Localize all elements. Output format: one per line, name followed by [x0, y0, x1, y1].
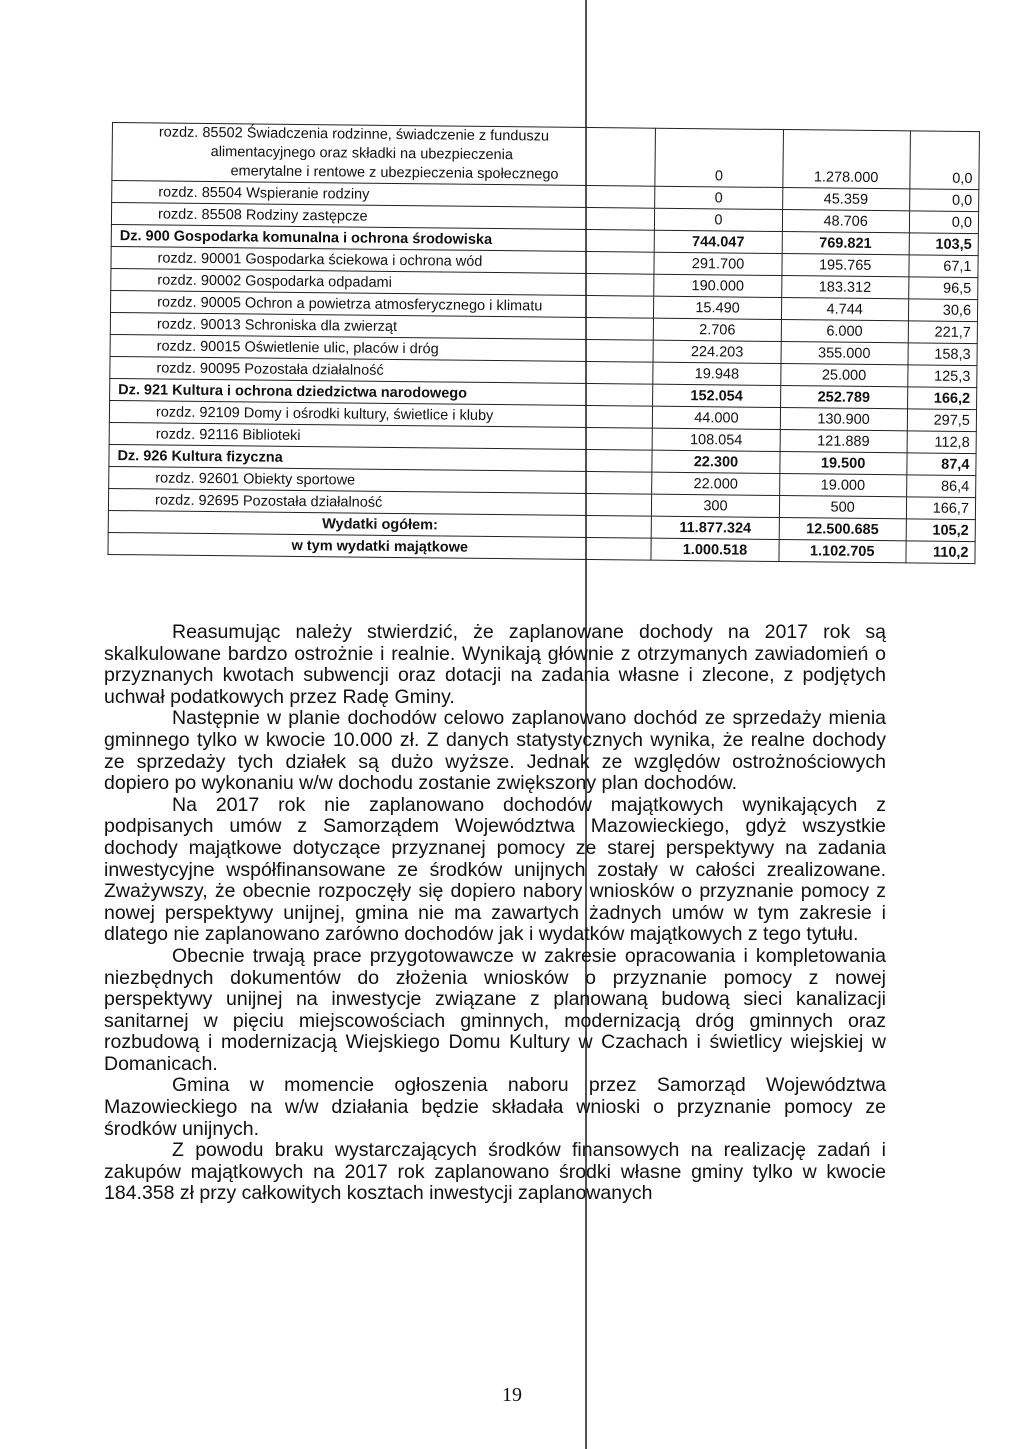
budget-table	[107, 122, 979, 564]
percent-value: 87,4	[907, 453, 976, 476]
percent-value: 86,4	[906, 475, 975, 498]
percent-value: 166,2	[907, 387, 976, 410]
plan-value: 0	[655, 208, 782, 231]
row-label-line: rozdz. 90013 Schroniska dla zwierząt	[156, 316, 398, 335]
plan-value: 22.300	[652, 450, 779, 473]
percent-value: 297,5	[907, 409, 976, 432]
row-label-line: Dz. 926 Kultura fizyczna	[117, 448, 283, 466]
wykonanie-value: 1.278.000	[782, 130, 910, 189]
plan-value: 1.000.518	[651, 538, 778, 561]
wykonanie-value: 183.312	[781, 276, 908, 299]
plan-value: 22.000	[652, 472, 779, 495]
plan-value: 190.000	[654, 274, 781, 297]
paragraph: Obecnie trwają prace przygotowawcze w zakresie opracowania i kompletowania niezbędnych dokumentów do złożenia wniosków o przyznanie pomocy z nowej perspektywy unijnej na inwestycje związane z planowaną budową sieci kanalizacji sanitarnej w pięciu miejscowościach gminnych, modernizacją dróg gminnych oraz rozbudową i modernizacją Wiejskiego Domu Kultury w Czachach i świetlicy wiejskiej w Domanicach.	[104, 944, 886, 1075]
row-label-line: Wydatki ogółem:	[322, 516, 438, 534]
row-label-line: rozdz. 85504 Wspieranie rodziny	[158, 184, 370, 203]
row-label-line: alimentacyjnego oraz składki na ubezpieczenia	[210, 144, 514, 164]
wykonanie-value: 19.000	[779, 474, 906, 497]
paragraph: Gmina w momencie ogłoszenia naboru przez Samorząd Województwa Mazowieckiego na w/w działania będzie składała wnioski o przyznanie pomocy ze środków unijnych.	[104, 1074, 886, 1140]
wykonanie-value: 121.889	[780, 430, 907, 453]
plan-value: 744.047	[655, 230, 782, 253]
row-label-line: w tym wydatki majątkowe	[291, 537, 469, 556]
plan-value: 291.700	[654, 252, 781, 275]
percent-value: 125,3	[908, 365, 977, 388]
row-label-line: rozdz. 90002 Gospodarka odpadami	[157, 272, 392, 291]
plan-value: 0	[655, 186, 782, 209]
wykonanie-value: 45.359	[782, 188, 909, 211]
wykonanie-value: 12.500.685	[779, 518, 906, 541]
row-label-line: Dz. 900 Gospodarka komunalna i ochrona środowiska	[119, 228, 493, 248]
percent-value: 112,8	[907, 431, 976, 454]
wykonanie-value: 6.000	[781, 320, 908, 343]
row-label-line: rozdz. 92116 Biblioteki	[155, 426, 301, 444]
plan-value: 15.490	[654, 296, 781, 319]
row-label-line: rozdz. 90005 Ochron a powietrza atmosferycznego i klimatu	[157, 294, 543, 315]
paragraph: Na 2017 rok nie zaplanowano dochodów majątkowych wynikających z podpisanych umów z Samorządem Województwa Mazowieckiego, gdyż wszystkie dochody majątkowe dotyczące przyznanej pomocy ze starej perspektywy na zadania inwestycyjne współfinansowane ze środków unijnych zostały w całości zrealizowane. Zważywszy, że obecnie rozpoczęły się dopiero nabory wniosków o przyznanie pomocy z nowej perspektywy unijnej, gmina nie ma zawartych żadnych umów w tym zakresie i dlatego nie zaplanowano zarówno dochodów jak i wydatków majątkowych z tego tytułu.	[104, 793, 886, 946]
percent-value: 105,2	[906, 519, 975, 542]
wykonanie-value: 25.000	[780, 364, 907, 387]
plan-value: 0	[655, 128, 783, 187]
wykonanie-value: 48.706	[782, 210, 909, 233]
budget-table-body	[108, 123, 979, 564]
wykonanie-value: 195.765	[781, 254, 908, 277]
wykonanie-value: 130.900	[780, 408, 907, 431]
wykonanie-value: 252.789	[780, 386, 907, 409]
row-label-line: rozdz. 92695 Pozostała działalność	[154, 492, 383, 511]
body-text	[104, 622, 886, 1205]
percent-value: 30,6	[908, 299, 977, 322]
percent-value: 158,3	[908, 343, 977, 366]
row-label-line: rozdz. 85508 Rodziny zastępcze	[157, 206, 368, 225]
row-label-line: rozdz. 92601 Obiekty sportowe	[155, 470, 356, 489]
plan-value: 224.203	[653, 340, 780, 363]
paragraph: Następnie w planie dochodów celowo zaplanowano dochód ze sprzedaży mienia gminnego tylko w kwocie 10.000 zł. Z danych statystycznych wynika, że realne dochody ze sprzedaży tych działek są dużo wyższe. Jednak ze względów ostrożnościowych dopiero po wykonaniu w/w dochodu zostanie zwiększony plan dochodów.	[104, 707, 886, 795]
paragraph: Z powodu braku wystarczających środków finansowych na realizację zadań i zakupów majątkowych na 2017 rok zaplanowano środki własne gminy tylko w kwocie 184.358 zł przy całkowitych kosztach inwestycji zaplanowanych	[104, 1139, 886, 1205]
row-label-line: rozdz. 90095 Pozostała działalność	[156, 360, 384, 379]
paragraph: Reasumując należy stwierdzić, że zaplanowane dochody na 2017 rok są skalkulowane bardzo ostrożnie i realnie. Wynikają głównie z otrzymanych zawiadomień o przyznanych kwotach subwencji oraz dotacji na zadania własne i zlecone, z podjętych uchwał podatkowych przez Radę Gminy.	[104, 621, 886, 708]
percent-value: 110,2	[906, 541, 975, 564]
wykonanie-value: 500	[779, 496, 906, 519]
percent-value: 0,0	[910, 131, 980, 190]
percent-value: 0,0	[909, 211, 978, 234]
row-label	[108, 532, 652, 560]
wykonanie-value: 1.102.705	[778, 540, 905, 563]
percent-value: 96,5	[908, 277, 977, 300]
plan-value: 152.054	[653, 384, 780, 407]
wykonanie-value: 355.000	[781, 342, 908, 365]
row-label-line: Dz. 921 Kultura i ochrona dziedzictwa narodowego	[118, 382, 468, 402]
wykonanie-value: 4.744	[781, 298, 908, 321]
percent-value: 67,1	[909, 255, 978, 278]
row-label-line: rozdz. 85502 Świadczenia rodzinne, świadczenie z funduszu	[158, 124, 550, 145]
percent-value: 103,5	[909, 233, 978, 256]
percent-value: 0,0	[909, 189, 978, 212]
row-label-line: rozdz. 92109 Domy i ośrodki kultury, świetlice i kluby	[155, 404, 494, 425]
plan-value: 300	[652, 494, 779, 517]
row-label-line: rozdz. 90001 Gospodarka ściekowa i ochrona wód	[157, 250, 483, 270]
table-row	[112, 123, 980, 190]
plan-value: 44.000	[653, 406, 780, 429]
percent-value: 166,7	[906, 497, 975, 520]
row-label-line: rozdz. 90015 Oświetlenie ulic, placów i dróg	[156, 338, 439, 358]
row-label-line: emerytalne i rentowe z ubezpieczenia społecznego	[230, 163, 559, 183]
plan-value: 108.054	[653, 428, 780, 451]
row-label	[112, 123, 656, 187]
wykonanie-value: 19.500	[779, 452, 906, 475]
percent-value: 221,7	[908, 321, 977, 344]
plan-value: 19.948	[653, 362, 780, 385]
page-number: 19	[502, 1384, 522, 1406]
wykonanie-value: 769.821	[782, 232, 909, 255]
plan-value: 2.706	[654, 318, 781, 341]
plan-value: 11.877.324	[652, 516, 779, 539]
